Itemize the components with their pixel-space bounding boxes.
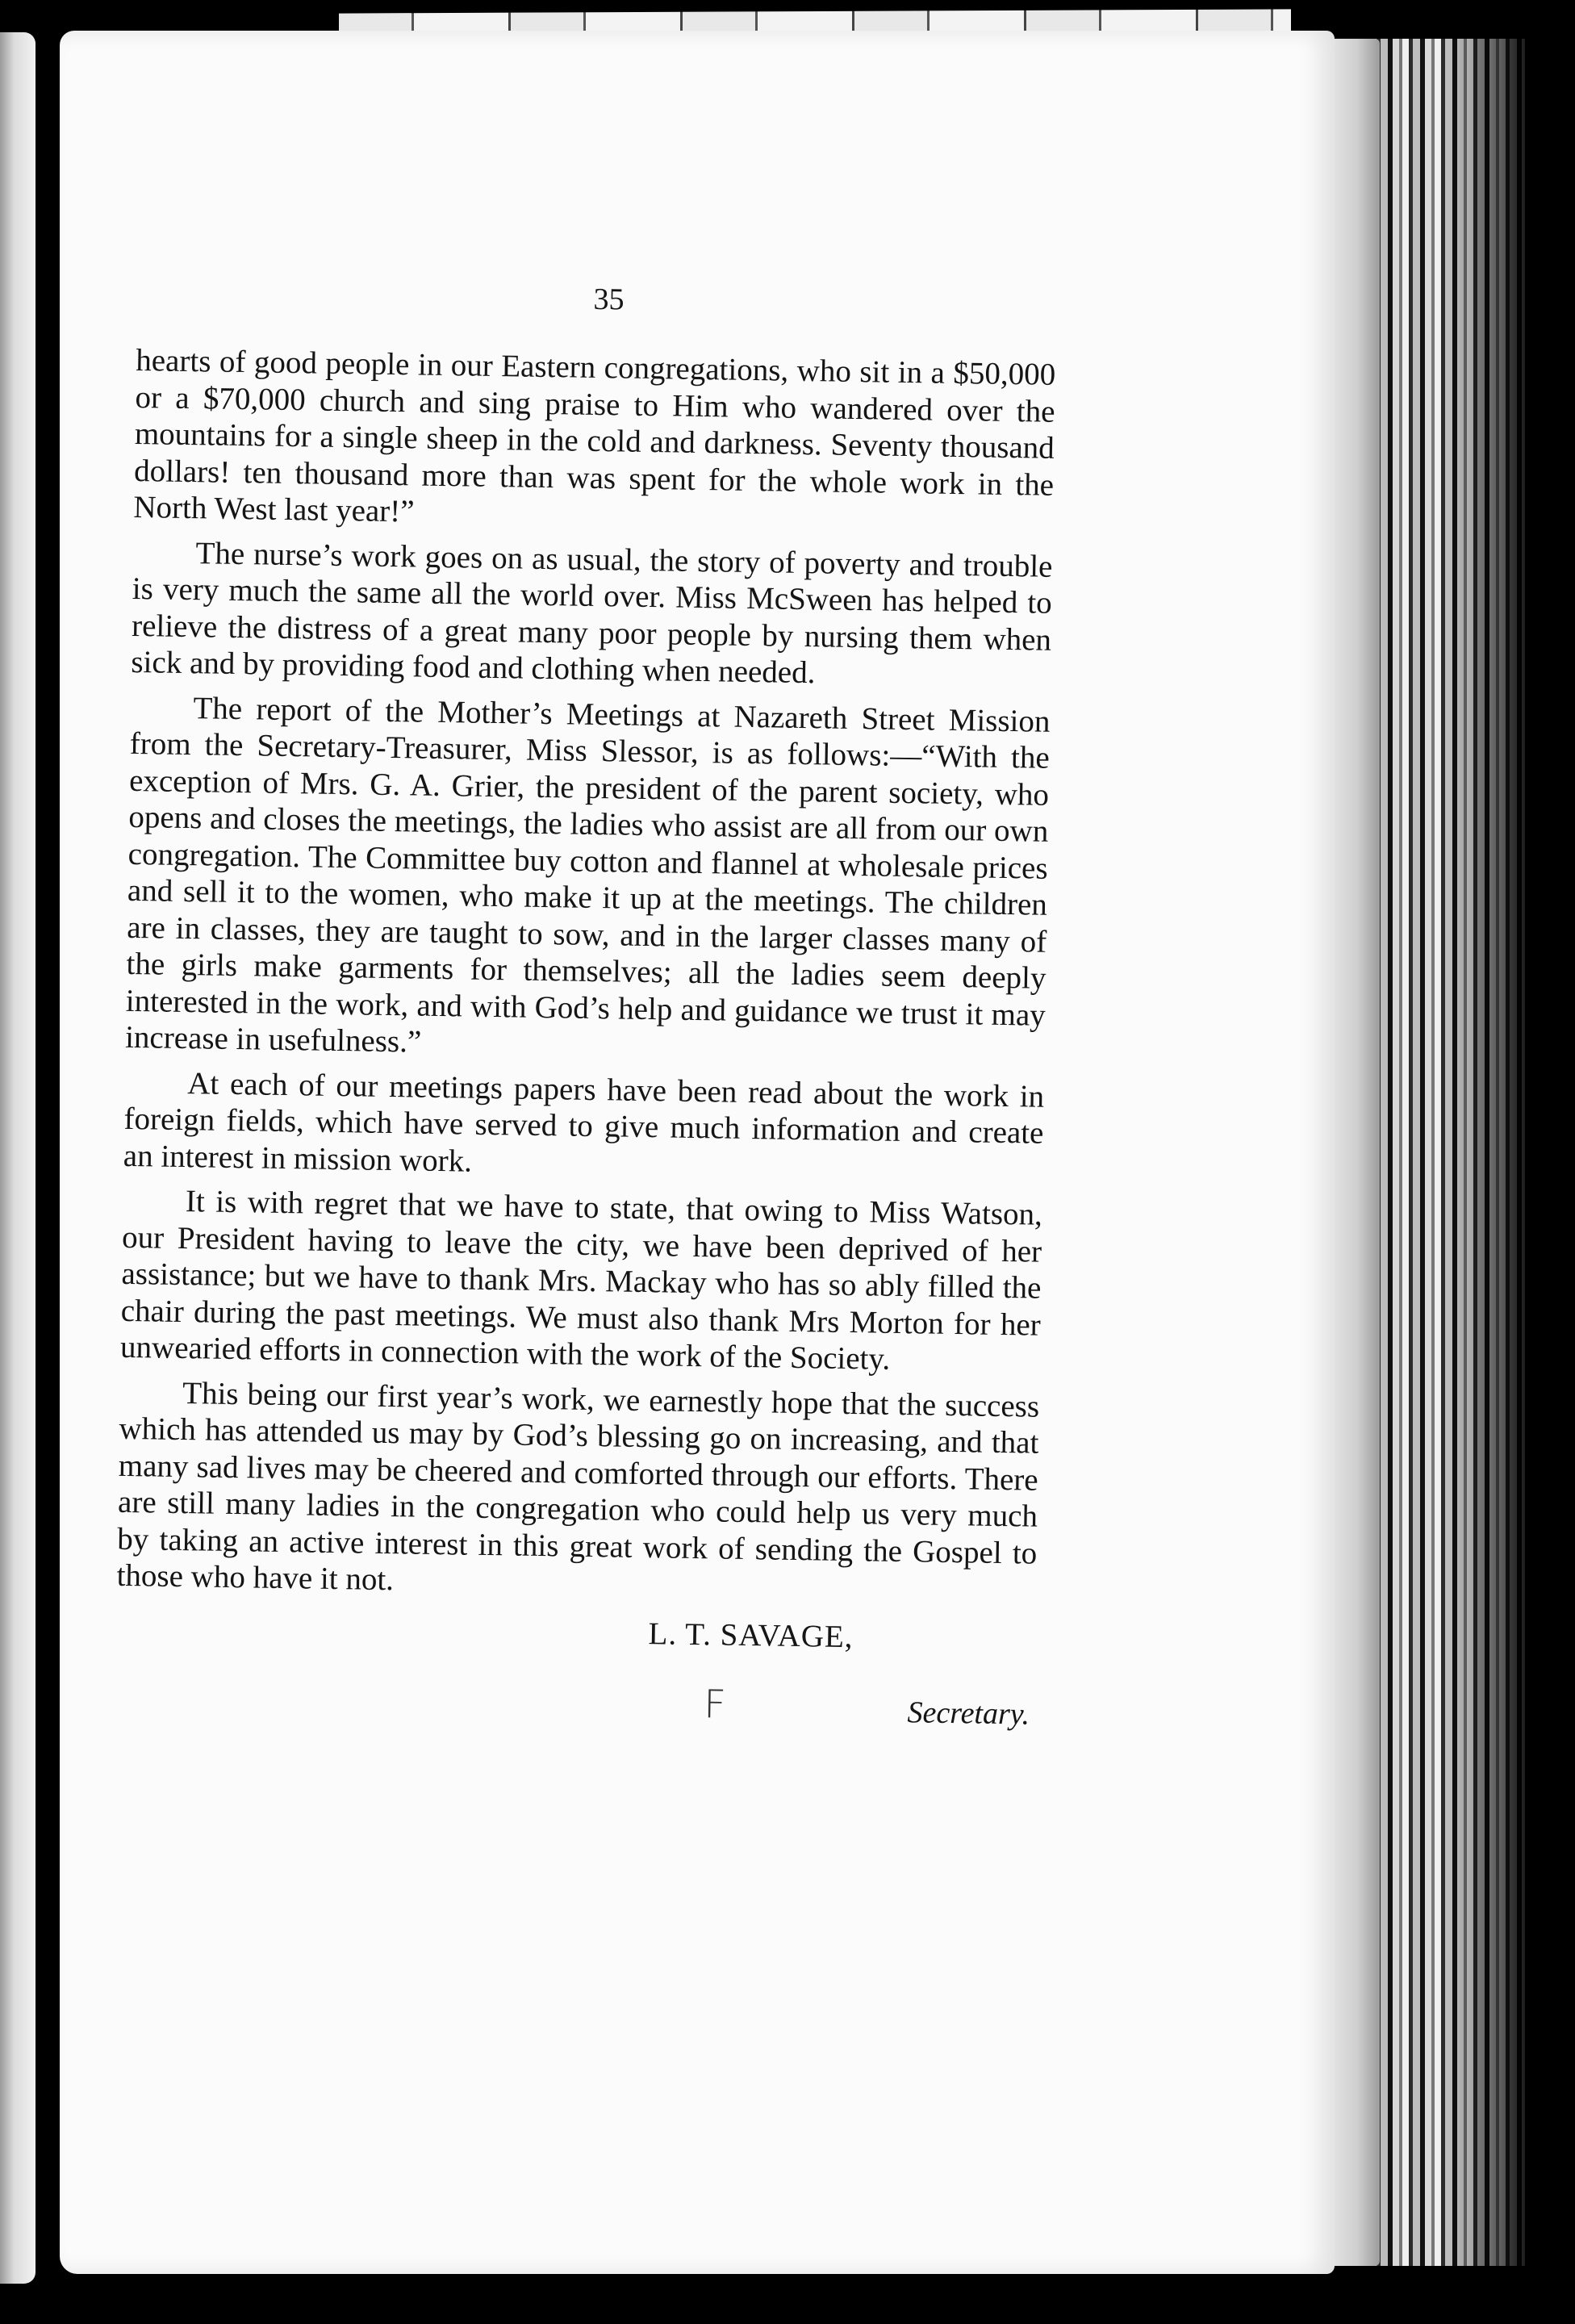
paragraph-6: This being our first year’s work, we earnestly hope that the success which has attended us may by God’s blessing go on increasing, and that many sad lives may be cheered and comforted through our efforts. There are still many ladies in the congregation who could help us very much by taking an active interest in this great work of sending the Gospel to those who have it not.: [116, 1375, 1040, 1598]
book-shadow: [1452, 24, 1575, 2300]
handwritten-mark: F: [703, 1681, 727, 1728]
page-number: 35: [593, 282, 625, 317]
paragraph-4: At each of our meetings papers have been read about the work in foreign fields, which have served to give much information and create an interest in mission work.: [123, 1065, 1045, 1179]
paragraph-1: hearts of good people in our Eastern congregations, who sit in a $50,000 or a $70,000 church and sing praise to Him who wandered over the mountains for a single sheep in the cold and darkness. Seventy thousand dollars! ten thousand more than was spent for the whole work in the North West last year!”: [133, 342, 1056, 529]
paragraph-3: The report of the Mother’s Meetings at Nazareth Street Mission from the Secretary-Treasurer, Miss Slessor, is as follows:—“With the exception of Mrs. G. A. Grier, the president of the parent society, who opens and closes the meetings, the ladies who assist are all from our own congregation. The Committee buy cotton and flannel at wholesale prices and sell it to the women, who make it up at the meetings. The children are in classes, they are taught to sow, and in the larger classes many of the girls make garments for themselves; all the ladies seem deeply interested in the work, and with God’s help and guidance we trust it may increase in usefulness.”: [124, 690, 1051, 1060]
signatory-role: Secretary.: [907, 1695, 1030, 1732]
page-text: [115, 274, 1057, 1743]
paragraph-2: The nurse’s work goes on as usual, the story of poverty and trouble is very much the same all the world over. Miss McSween has helped to relieve the distress of a great many poor people by nursing them when sick and by providing food and clothing when needed.: [131, 535, 1053, 691]
paragraph-5: It is with regret that we have to state, that owing to Miss Watson, our President having to leave the city, we have been deprived of her assistance; but we have to thank Mrs. Mackay who has so ably filled the chair during the past meetings. We must also thank Mrs Morton for her unwearied efforts in connection with the work of the Society.: [119, 1184, 1043, 1377]
signature: L. T. SAVAGE,: [648, 1616, 854, 1654]
previous-page-edge: [0, 32, 36, 2284]
